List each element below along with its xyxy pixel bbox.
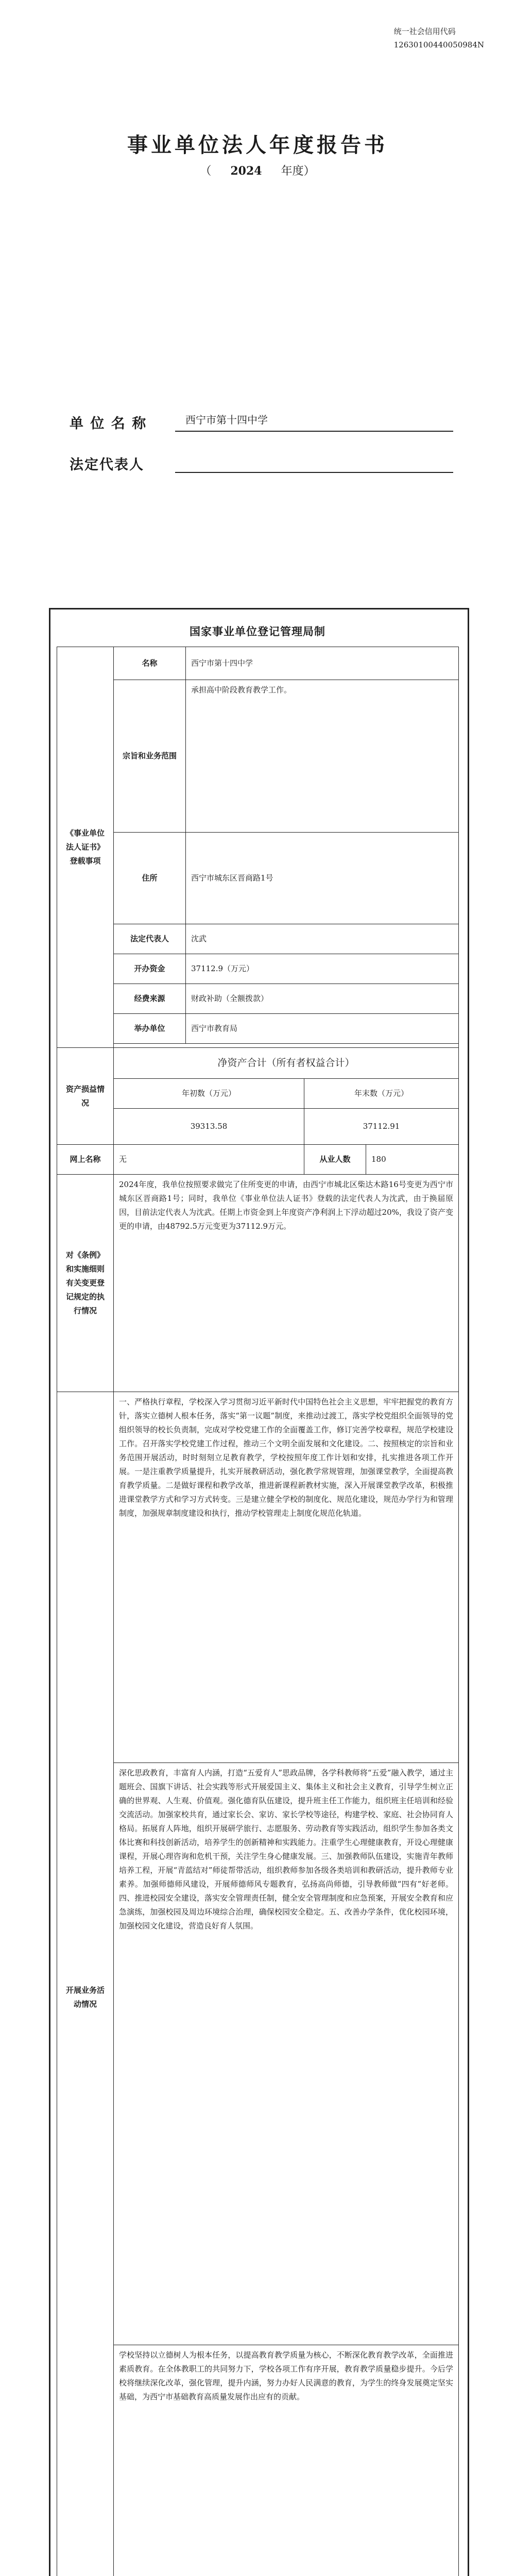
- report-title: 事业单位法人年度报告书: [127, 133, 388, 157]
- business-label: 开展业务活动情况: [57, 1392, 114, 2576]
- assets-end-value: 37112.91: [304, 1109, 459, 1145]
- purpose-label: 宗旨和业务范围: [114, 680, 186, 833]
- organizer-value: 西宁市教育局: [186, 1014, 459, 1044]
- staff-value: 180: [366, 1145, 459, 1175]
- assets-header: 净资产合计（所有者权益合计）: [114, 1048, 459, 1079]
- report-table: [57, 647, 459, 2576]
- organizer-label: 举办单位: [114, 1014, 186, 1044]
- legal-rep-label: 法定代表人: [114, 924, 186, 954]
- funds-label: 开办资金: [114, 954, 186, 984]
- name-value: 西宁市第十四中学: [186, 647, 459, 680]
- credit-code-block: [394, 25, 484, 52]
- assets-begin-value: 39313.58: [114, 1109, 304, 1145]
- address-label: 住所: [114, 833, 186, 924]
- business-text-2: 深化思政教育，丰富育人内涵，打造“五爱育人”思政品牌，各学科教师将“五爱”融入教学，通过主题班会、国旗下讲话、社会实践等形式开展爱国主义、集体主义和社会主义教育，引导学生树立正确的世界观、人生观、价值观。强化德育队伍建设，提升班主任工作能力，组织班主任培训和经验交流活动。加强家校共育，通过家长会、家访、家长学校等途径，构建学校、家庭、社会协同育人格局。拓展育人阵地，组织开展研学旅行、志愿服务、劳动教育等实践活动，组织学生参加各类文体比赛和科技创新活动，培养学生的创新精神和实践能力。注重学生心理健康教育，开设心理健康课程，开展心理咨询和危机干预，关注学生身心健康发展。三、加强教师队伍建设，实施青年教师培养工程，开展“青蓝结对”师徒帮带活动，组织教师参加各级各类培训和教研活动，提升教师专业素养。加强师德师风建设，开展师德师风专题教育，弘扬高尚师德，引导教师做“四有”好老师。四、推进校园安全建设，落实安全管理责任制，健全安全管理制度和应急预案，开展安全教育和应急演练，加强校园及周边环境综合治理，确保校园安全稳定。五、改善办学条件，优化校园环境，加强校园文化建设，营造良好育人氛围。: [114, 1763, 459, 2345]
- report-subtitle: 国家事业单位登记管理局制: [190, 625, 325, 638]
- purpose-value: 承担高中阶段教育教学工作。: [186, 680, 459, 833]
- cover-unit-label: 单 位 名 称: [70, 416, 147, 432]
- assets-section-label: 资产损益情况: [57, 1048, 114, 1145]
- legal-rep-value: 沈武: [186, 924, 459, 954]
- certificate-section-label: 《事业单位法人证书》登载事项: [57, 647, 114, 1048]
- cover-rep-value: [175, 448, 453, 473]
- business-text-3: 学校坚持以立德树人为根本任务，以提高教育教学质量为核心，不断深化教育教学改革，全面推进素质教育。在全体教职工的共同努力下，学校各项工作有序开展，教育教学质量稳步提升。今后学校将继续深化改革，强化管理，提升内涵，努力办好人民满意的教育，为学生的终身发展奠定坚实基础，为西宁市基础教育高质量发展作出应有的贡献。: [114, 2345, 459, 2576]
- credit-code-label: 统一社会信用代码: [393, 27, 456, 36]
- source-value: 财政补助（全额拨款）: [186, 984, 459, 1014]
- address-value: 西宁市城东区晋商路1号: [186, 833, 459, 924]
- report-year: [0, 162, 515, 178]
- web-name-label: 网上名称: [57, 1145, 114, 1175]
- cover-unit-value: 西宁市第十四中学: [175, 407, 453, 432]
- year-value: 2024: [230, 164, 262, 178]
- cover-rep-label: 法定代表人: [70, 457, 144, 473]
- business-text-1: 一、严格执行章程，学校深入学习贯彻习近平新时代中国特色社会主义思想，牢牢把握党的教育方针，落实立德树人根本任务，落实“第一议题”制度，来推动过渡工，落实学校党组织全面领导的党组织领导的校长负责制，完成对学校党建工作的全面覆盖工作，修订完善学校章程，规范学校建设工作。召开落实学校党建工作过程，推动三个文明全面发展和文化建设。二、按照核定的宗旨和业务范围开展活动，时时刻刻立足教育教学，学校按照年度工作计划和安排，扎实推进各项工作开展。一是注重教学质量提升，扎实开展教研活动，强化教学常规管理，加强课堂教学，全面提高教育教学质量。二是做好课程和教学改革，推进新课程新教材实施，深入开展课堂教学改革，积极推进课堂教学方式和学习方式转变。三是建立健全学校的制度化、规范化建设，规范办学行为和管理制度，加强规章制度建设和执行，推动学校管理走上制度化规范化轨道。: [114, 1392, 459, 1763]
- funds-value: 37112.9（万元）: [186, 954, 459, 984]
- compliance-text: 2024年度，我单位按照要求做完了住所变更的申请，由西宁市城北区柴达木路16号变更为西宁市城东区晋商路1号；同时，我单位《事业单位法人证书》登载的法定代表人为沈武，由于换届原因，目前法定代表人为沈武。任期上市资金到上年度资产净利润上下浮动超过20%，我设了资产变更的申请，由48792.5万元变更为37112.9万元。: [114, 1175, 459, 1392]
- year-open: （: [200, 165, 212, 178]
- staff-label: 从业人数: [304, 1145, 366, 1175]
- year-close: 年度）: [281, 165, 315, 178]
- compliance-label: 对《条例》和实施细则有关变更登记规定的执行情况: [57, 1175, 114, 1392]
- credit-code-value: 12630100440050984N: [393, 40, 484, 49]
- assets-end-label: 年末数（万元）: [304, 1079, 459, 1109]
- name-label: 名称: [114, 647, 186, 680]
- assets-begin-label: 年初数（万元）: [114, 1079, 304, 1109]
- web-name-value: 无: [114, 1145, 304, 1175]
- source-label: 经费来源: [114, 984, 186, 1014]
